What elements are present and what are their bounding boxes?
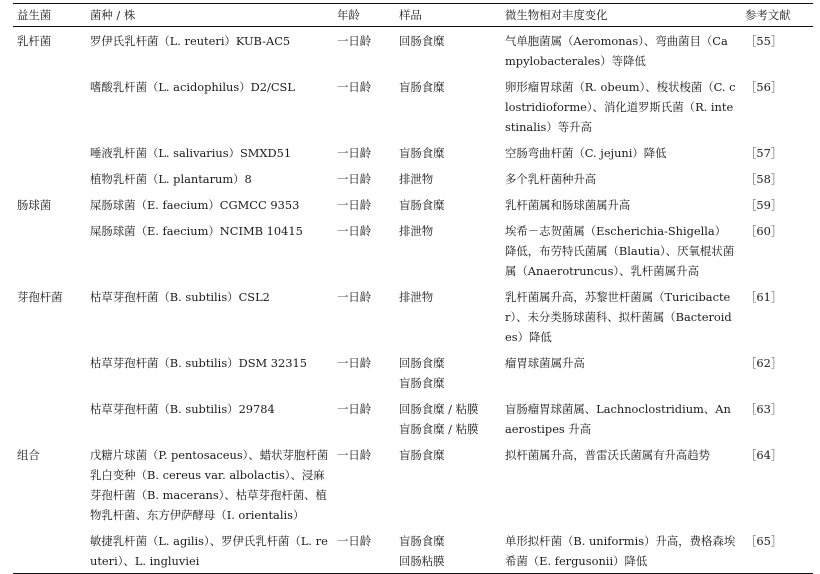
- cell-reference: ［59］: [745, 198, 783, 212]
- table-row: [13, 165, 813, 191]
- cell-age: 一日龄: [337, 172, 372, 186]
- header-probiotic: 益生菌: [13, 4, 86, 27]
- header-change: 微生物相对丰度变化: [501, 4, 741, 27]
- header-sample: 样品: [395, 4, 501, 27]
- cell-strain: 枯草芽孢杆菌（B. subtilis）29784: [90, 402, 275, 416]
- cell-change: 单形拟杆菌（B. uniformis）升高，费格森埃希菌（E. fergusonii）降低: [501, 527, 741, 574]
- cell-reference: ［56］: [745, 80, 783, 94]
- cell-change: 气单胞菌属（Aeromonas）、弯曲菌目（Campylobacterales）等降低: [505, 34, 728, 68]
- cell-change: 埃希－志贺菌属（Escherichia-Shigella）降低，布劳特氏菌属（Blautia）、厌氧棍状菌属（Anaerotruncus）、乳杆菌属升高: [505, 224, 735, 278]
- cell-change: 乳杆菌属升高，苏黎世杆菌属（Turicibacter）、未分类肠球菌科、拟杆菌属（Bacteroides）降低: [505, 290, 732, 344]
- cell-change: 多个乳杆菌种升高: [505, 172, 597, 186]
- probiotic-table: [13, 3, 813, 574]
- cell-probiotic: [13, 349, 86, 395]
- cell-sample: 排泄物: [399, 290, 434, 304]
- cell-sample: 回肠食糜 盲肠食糜: [399, 356, 445, 390]
- cell-change: 卵形瘤胃球菌（R. obeum）、梭状梭菌（C. clostridioforme）、消化道罗斯氏菌（R. intestinalis）等升高: [505, 80, 736, 134]
- cell-probiotic: [13, 73, 86, 139]
- cell-reference: ［55］: [745, 34, 783, 48]
- cell-strain: 枯草芽孢杆菌（B. subtilis）DSM 32315: [90, 356, 308, 370]
- header-strain: 菌种 / 株: [86, 4, 333, 27]
- cell-age: 一日龄: [337, 80, 372, 94]
- table-header-row: [13, 4, 813, 27]
- cell-age: 一日龄: [333, 527, 395, 574]
- cell-strain: 屎肠球菌（E. faecium）CGMCC 9353: [90, 198, 300, 212]
- cell-change: 瘤胃球菌属升高: [505, 356, 585, 370]
- cell-age: 一日龄: [337, 448, 372, 462]
- cell-reference: ［64］: [745, 448, 783, 462]
- cell-sample: 排泄物: [399, 172, 434, 186]
- table-row: [13, 191, 813, 217]
- cell-change: 空肠弯曲杆菌（C. jejuni）降低: [505, 146, 667, 160]
- cell-age: 一日龄: [337, 146, 372, 160]
- cell-probiotic: 乳杆菌: [17, 34, 52, 48]
- cell-reference: ［58］: [745, 172, 783, 186]
- cell-age: 一日龄: [337, 34, 372, 48]
- table-body: [13, 27, 813, 574]
- table-row: [13, 349, 813, 395]
- table-row: [13, 73, 813, 139]
- cell-probiotic: [13, 217, 86, 283]
- cell-age: 一日龄: [337, 402, 372, 416]
- cell-sample: 回肠食糜 / 粘膜 盲肠食糜 / 粘膜: [399, 402, 479, 436]
- table-row: [13, 27, 813, 74]
- header-age: 年龄: [333, 4, 395, 27]
- cell-probiotic: [13, 395, 86, 441]
- cell-reference: ［63］: [745, 402, 783, 416]
- cell-probiotic: [13, 139, 86, 165]
- cell-strain: 唾液乳杆菌（L. salivarius）SMXD51: [90, 146, 292, 160]
- cell-strain: 戊糖片球菌（P. pentosaceus）、蜡状芽胞杆菌乳白变种（B. cereus var. albolactis）、浸麻芽孢杆菌（B. macerans）、枯草芽孢杆菌、植物乳杆菌、东方伊萨酵母（I. orientalis）: [90, 448, 329, 522]
- cell-reference: ［57］: [745, 146, 783, 160]
- cell-change: 拟杆菌属升高，普雷沃氏菌属有升高趋势: [505, 448, 711, 462]
- cell-change: 盲肠瘤胃球菌属、Lachnoclostridium、Anaerostipes 升高: [505, 402, 731, 436]
- cell-sample: 盲肠食糜: [399, 448, 445, 462]
- cell-sample: 盲肠食糜: [399, 198, 445, 212]
- cell-age: 一日龄: [337, 224, 372, 238]
- cell-age: 一日龄: [337, 290, 372, 304]
- table-row: [13, 527, 813, 574]
- header-reference: 参考文献: [741, 4, 813, 27]
- cell-reference: ［61］: [745, 290, 783, 304]
- cell-sample: 盲肠食糜 回肠粘膜: [395, 527, 501, 574]
- table-row: [13, 283, 813, 349]
- cell-sample: 盲肠食糜: [399, 146, 445, 160]
- cell-strain: 罗伊氏乳杆菌（L. reuteri）KUB-AC5: [90, 34, 291, 48]
- cell-reference: ［65］: [741, 527, 813, 574]
- cell-reference: ［60］: [745, 224, 783, 238]
- cell-sample: 回肠食糜: [399, 34, 445, 48]
- cell-age: 一日龄: [337, 356, 372, 370]
- cell-reference: ［62］: [745, 356, 783, 370]
- cell-age: 一日龄: [337, 198, 372, 212]
- cell-strain: 枯草芽孢杆菌（B. subtilis）CSL2: [90, 290, 270, 304]
- table-row: [13, 441, 813, 527]
- cell-strain: 屎肠球菌（E. faecium）NCIMB 10415: [90, 224, 303, 238]
- cell-probiotic: 芽孢杆菌: [17, 290, 63, 304]
- table-row: [13, 395, 813, 441]
- cell-sample: 排泄物: [399, 224, 434, 238]
- cell-probiotic: 组合: [17, 448, 40, 462]
- cell-probiotic: [13, 527, 86, 574]
- cell-strain: 植物乳杆菌（L. plantarum）8: [90, 172, 252, 186]
- table-row: [13, 217, 813, 283]
- cell-sample: 盲肠食糜: [399, 80, 445, 94]
- cell-probiotic: 肠球菌: [17, 198, 52, 212]
- cell-strain: 嗜酸乳杆菌（L. acidophilus）D2/CSL: [90, 80, 295, 94]
- cell-strain: 敏捷乳杆菌（L. agilis）、罗伊氏乳杆菌（L. reuteri）、L. ingluviei: [86, 527, 333, 574]
- table-row: [13, 139, 813, 165]
- cell-probiotic: [13, 165, 86, 191]
- cell-change: 乳杆菌属和肠球菌属升高: [505, 198, 631, 212]
